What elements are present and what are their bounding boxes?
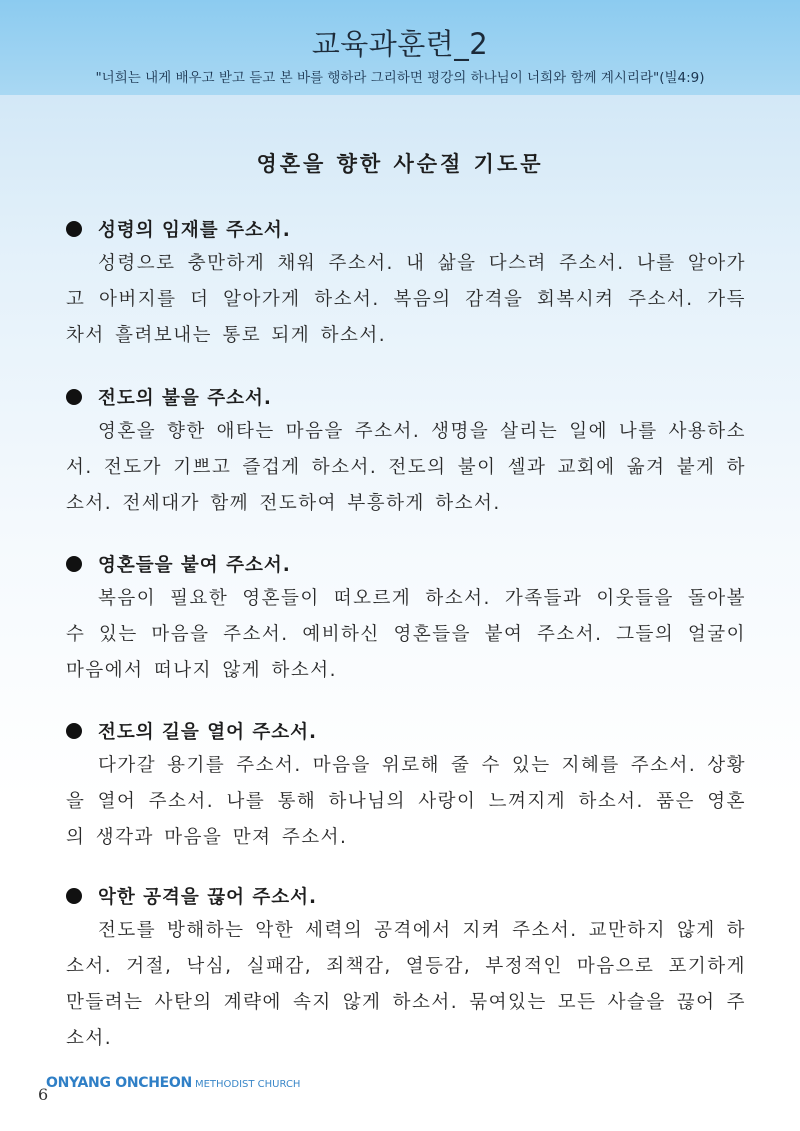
section-heading: 성령의 임재를 주소서. [98,220,291,241]
prayer-section-4 [66,714,746,856]
section-body: 복음이 필요한 영혼들이 떠오르게 하소서. 가족들과 이웃들을 돌아볼 수 있는 마음을 주소서. 예비하신 영혼들을 붙여 주소서. 그들의 얼굴이 마음에서 떠나지 않게 하소서. [66,588,746,681]
bullet-icon [66,723,82,739]
church-logo [46,1075,300,1091]
page-header [0,0,800,95]
section-body: 성령으로 충만하게 채워 주소서. 내 삶을 다스려 주소서. 나를 알아가고 아버지를 더 알아가게 하소서. 복음의 감격을 회복시켜 주소서. 가득 차서 흘려보내는 통로 되게 하소서. [66,253,746,346]
page-footer [38,1075,438,1105]
bullet-icon [66,888,82,904]
section-heading: 영혼들을 붙여 주소서. [98,555,291,576]
prayer-section-3 [66,547,746,689]
section-heading: 전도의 길을 열어 주소서. [98,722,318,743]
bullet-icon [66,389,82,405]
prayer-section-5 [66,879,746,1057]
header-verse: "너희는 내게 배우고 받고 듣고 본 바를 행하라 그리하면 평강의 하나님이 너희와 함께 계시리라"(빌4:9) [95,70,705,86]
section-body: 영혼을 향한 애타는 마음을 주소서. 생명을 살리는 일에 나를 사용하소서. 전도가 기쁘고 즐겁게 하소서. 전도의 불이 셀과 교회에 옮겨 붙게 하소서. 전세대가 함께 전도하여 부흥하게 하소서. [66,421,746,514]
section-heading: 악한 공격을 끊어 주소서. [98,887,318,908]
bullet-icon [66,556,82,572]
section-body: 전도를 방해하는 악한 세력의 공격에서 지켜 주소서. 교만하지 않게 하소서. 거절, 낙심, 실패감, 죄책감, 열등감, 부정적인 마음으로 포기하게 만들려는 사탄의 계략에 속지 않게 하소서. 묶여있는 모든 사슬을 끊어 주소서. [66,920,746,1049]
page-number: 6 [38,1085,49,1104]
page-title: 영혼을 향한 사순절 기도문 [256,152,544,176]
church-name: ONYANG ONCHEON [46,1075,192,1091]
section-body: 다가갈 용기를 주소서. 마음을 위로해 줄 수 있는 지혜를 주소서. 상황을 열어 주소서. 나를 통해 하나님의 사랑이 느껴지게 하소서. 품은 영혼의 생각과 마음을 만져 주소서. [66,755,746,848]
church-subtitle: METHODIST CHURCH [194,1079,301,1090]
prayer-section-1 [66,212,746,354]
prayer-section-2 [66,380,746,522]
bullet-icon [66,221,82,237]
header-title: 교육과훈련_2 [311,27,489,61]
section-heading: 전도의 불을 주소서. [98,388,272,409]
